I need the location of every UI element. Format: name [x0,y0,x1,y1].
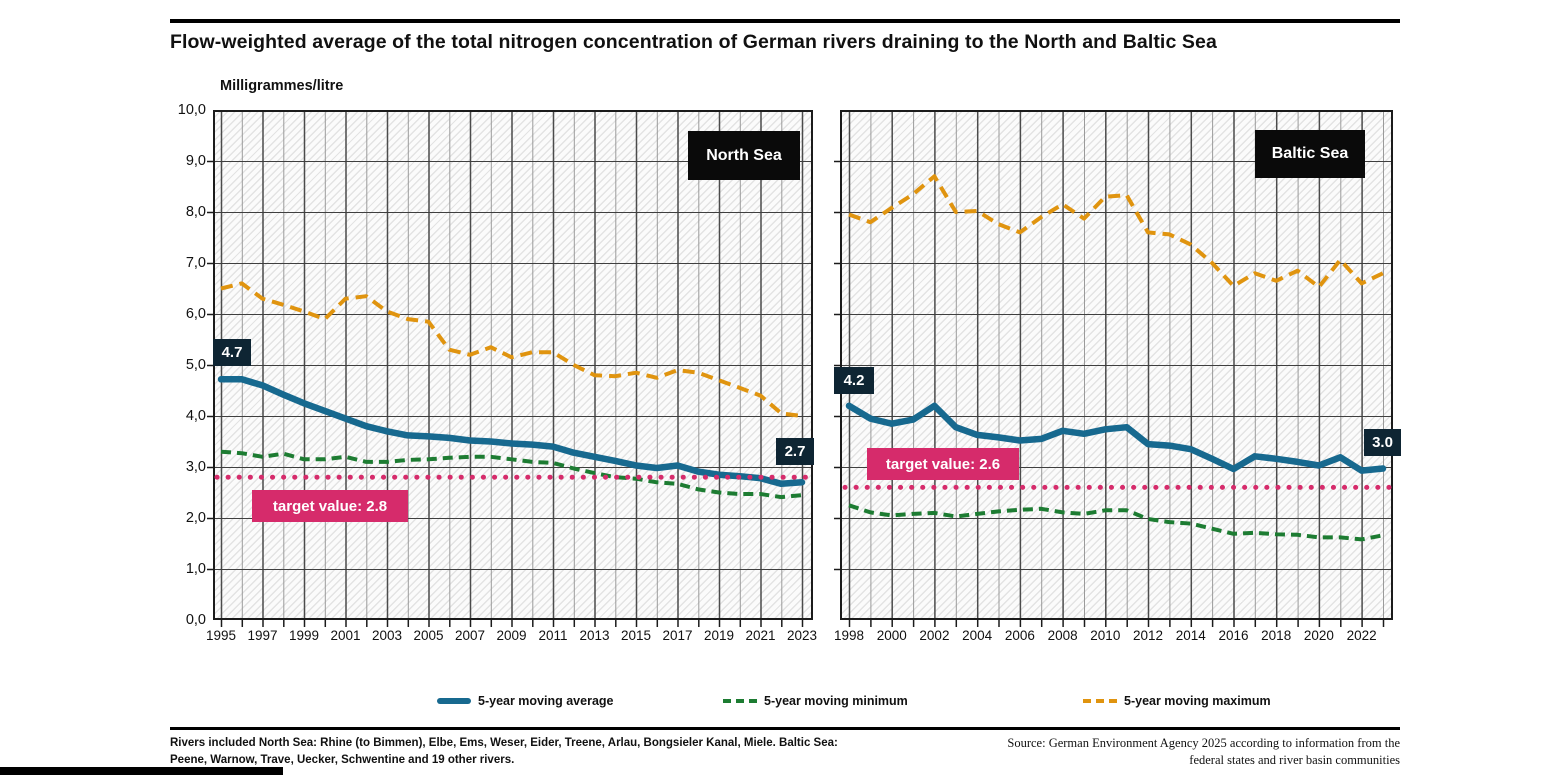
x-tick-label: 2018 [1261,628,1292,643]
legend-item-maximum [1083,690,1271,712]
x-tick-label: 2007 [454,628,486,643]
baltic-sea-panel [840,110,1393,620]
baltic_sea-plot [840,110,1393,634]
y-tick-label: 3,0 [185,459,206,475]
y-tick-label: 7,0 [185,255,206,271]
x-tick-label: 2021 [745,628,776,643]
y-tick-label: 1,0 [185,561,206,577]
x-tick-label: 1998 [833,628,865,643]
x-tick-label: 2017 [662,628,693,643]
baltic-sea-end-value-chip: 3.0 [1364,429,1401,456]
y-tick-label: 8,0 [185,204,206,220]
x-tick-label: 2008 [1047,628,1078,643]
maximum-line [849,176,1383,287]
legend-label: 5-year moving average [478,694,614,708]
source-footnote-line1: Source: German Environment Agency 2025 according to information from the [1007,736,1400,750]
y-tick-label: 5,0 [185,357,206,373]
average-line-swatch-icon [437,698,471,704]
x-tick-label: 2015 [620,628,652,643]
minimum-line [849,505,1383,539]
bottom-edge-bar [0,767,283,775]
baltic-sea-start-value-chip: 4.2 [834,367,874,394]
legend [0,690,1545,712]
x-tick-label: 1999 [288,628,320,643]
x-tick-label: 2012 [1133,628,1164,643]
y-tick-label: 10,0 [177,102,206,118]
x-tick-label: 2001 [330,628,361,643]
baltic-sea-x-axis-labels [833,628,1393,648]
legend-item-average [437,690,614,712]
x-tick-label: 2019 [703,628,735,643]
baltic-sea-title-box: Baltic Sea [1255,130,1365,178]
page-title: Flow-weighted average of the total nitrogen concentration of German rivers draining to the North and Baltic Sea [170,31,1217,53]
north-sea-x-axis-labels [205,628,818,648]
footer-divider [170,727,1400,730]
maximum-line-swatch-icon [1083,699,1117,703]
minimum-line-swatch-icon [723,699,757,703]
x-tick-label: 2022 [1346,628,1377,643]
rivers-footnote-line1: Rivers included North Sea: Rhine (to Bimmen), Elbe, Ems, Weser, Eider, Treene, Arlau, Bongsieler Kanal, Miele. Baltic Sea: [170,737,838,749]
y-tick-label: 2,0 [185,510,206,526]
x-tick-label: 1995 [205,628,237,643]
north-sea-title-box: North Sea [688,131,800,180]
rivers-footnote-line2: Peene, Warnow, Trave, Uecker, Schwentine and 19 other rivers. [170,754,515,766]
north_sea-plot [213,110,813,634]
source-footnote-line2: federal states and river basin communities [1189,753,1400,767]
x-tick-label: 2016 [1218,628,1249,643]
x-tick-label: 2020 [1303,628,1334,643]
x-tick-label: 2004 [962,628,993,643]
north-sea-start-value-chip: 4.7 [213,339,251,366]
x-tick-label: 2000 [876,628,907,643]
north-sea-end-value-chip: 2.7 [776,438,814,465]
y-tick-label: 0,0 [185,612,206,628]
x-tick-label: 2005 [413,628,444,643]
x-tick-label: 2023 [786,628,818,643]
baltic-sea-target-label: target value: 2.6 [867,448,1019,480]
x-tick-label: 2010 [1090,628,1121,643]
y-tick-label: 6,0 [185,306,206,322]
x-tick-label: 2014 [1175,628,1206,643]
north-sea-panel [213,110,813,620]
legend-item-minimum [723,690,908,712]
rivers-footnote [170,735,850,769]
y-tick-label: 9,0 [185,153,206,169]
y-axis-title: Milligrammes/litre [220,78,344,94]
x-tick-label: 1997 [247,628,278,643]
x-tick-label: 2003 [371,628,403,643]
legend-label: 5-year moving maximum [1124,694,1271,708]
x-tick-label: 2002 [919,628,950,643]
y-tick-label: 4,0 [185,408,206,424]
x-tick-label: 2009 [496,628,527,643]
source-footnote [760,735,1400,769]
legend-label: 5-year moving minimum [764,694,908,708]
x-tick-label: 2011 [538,628,568,643]
x-tick-label: 2013 [579,628,610,643]
x-tick-label: 2006 [1004,628,1035,643]
top-divider [170,19,1400,23]
y-axis-tick-labels [118,102,206,628]
north-sea-target-label: target value: 2.8 [252,490,408,522]
